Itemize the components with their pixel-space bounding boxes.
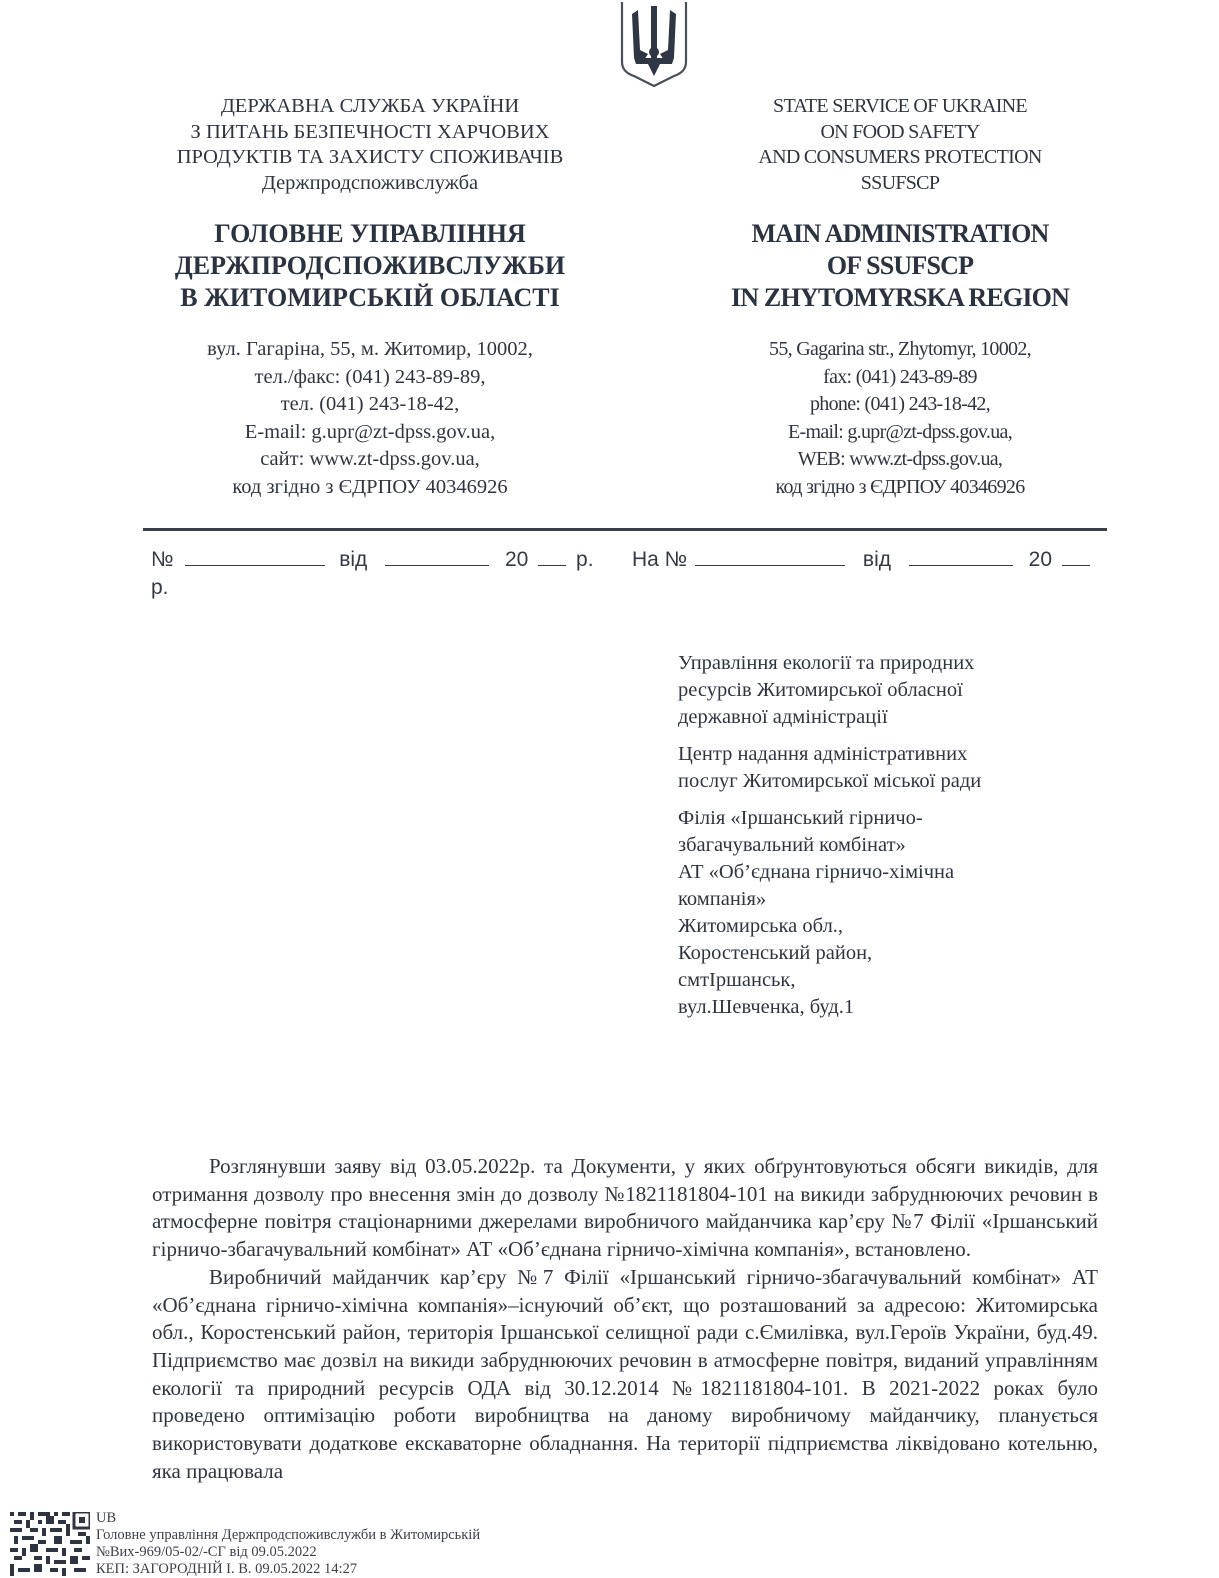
address: вул. Гагаріна, 55, м. Житомир, 10002,: [207, 338, 533, 360]
office-line: ГОЛОВНЕ УПРАВЛІННЯ: [214, 219, 526, 248]
address: 55, Gagarina str., Zhytomyr, 10002,: [769, 338, 1031, 360]
agency-line: AND CONSUMERS PROTECTION: [758, 146, 1042, 168]
date-blank: [385, 547, 489, 566]
recipient-line: компанія»: [678, 888, 767, 910]
recipient-line: збагачувальний комбінат»: [678, 834, 906, 856]
from-label: від: [339, 548, 368, 571]
stamp-line: UB: [96, 1510, 117, 1526]
email: E-mail: g.upr@zt-dpss.gov.ua,: [788, 420, 1012, 443]
phone: phone: (041) 243-18-42,: [810, 393, 990, 415]
agency-short-name: SSUFSCP: [860, 171, 940, 194]
recipient-line: смтІршанськ,: [678, 969, 796, 991]
recipient-line: Коростенський район,: [678, 942, 873, 964]
year-prefix: 20: [504, 548, 529, 571]
recipient-line: ресурсів Житомирської обласної: [678, 679, 963, 701]
recipient-ecology-department: [678, 650, 1098, 731]
number-label: №: [151, 548, 174, 571]
phone: тел. (041) 243-18-42,: [280, 393, 460, 415]
number-blank: [185, 547, 325, 566]
agency-short-name: Держпродспоживслужба: [261, 171, 479, 194]
coat-of-arms-emblem: [618, 0, 690, 88]
stamp-registration-number: №Вих-969/05-02/-СГ від 09.05.2022: [96, 1544, 317, 1560]
e-signature-stamp: [10, 1510, 570, 1576]
outgoing-registration: [151, 546, 621, 602]
recipient-line: вул.Шевченка, буд.1: [678, 996, 855, 1018]
year-suffix: р.: [576, 548, 594, 571]
in-number-label: На №: [632, 548, 688, 571]
stamp-text: [96, 1510, 480, 1578]
office-line: MAIN ADMINISTRATION: [751, 219, 1049, 248]
office-line: IN ZHYTOMYRSKA REGION: [730, 283, 1070, 312]
contacts-ua: [140, 336, 600, 501]
agency-line: ПРОДУКТІВ ТА ЗАХИСТУ СПОЖИВАЧІВ: [176, 146, 564, 168]
agency-line: STATE SERVICE OF UKRAINE: [773, 95, 1027, 117]
recipient-line: АТ «Об’єднана гірничо-хімічна: [678, 861, 955, 883]
fax: тел./факс: (041) 243-89-89,: [254, 365, 486, 388]
recipient-admin-services-center: [678, 741, 1098, 795]
in-from-label: від: [862, 548, 891, 571]
agency-name-en: [700, 94, 1100, 196]
edrpou-code: код згідно з ЄДРПОУ 40346926: [775, 475, 1025, 498]
header-divider: [143, 528, 1107, 531]
agency-name-ua: [140, 94, 600, 196]
year-blank: [538, 547, 566, 566]
office-line: OF SSUFSCP: [826, 251, 974, 280]
website: сайт: www.zt-dpss.gov.ua,: [260, 448, 480, 470]
body-paragraph: Виробничий майданчик кар’єру №7 Філії «Іршанський гірничо-збагачувальний комбінат» АТ «Об’єднана гірничо-хімічна компанія»–існуючий об’єкт, що розташований за адресою: Житомирська обл., Коростенський район, територія Іршанської селищної ради с.Ємилівка, вул.Героїв України, буд.49. Підприємство має дозвіл на викиди забруднюючих речовин в атмосферне повітря, виданий управлінням екології та природний ресурсів ОДА від 30.12.2014 №1821181804-101. В 2021-2022 роках було проведено оптимізацію роботи виробництва на даному виробничому майданчику, планується використовувати додаткове екскаваторне обладнання. На території підприємства ліквідовано котельню, яка працювала: [152, 1264, 1098, 1483]
recipient-line: державної адміністрації: [678, 706, 888, 728]
agency-line: З ПИТАНЬ БЕЗПЕЧНОСТІ ХАРЧОВИХ: [190, 120, 550, 143]
office-name-en: [700, 218, 1100, 314]
qr-code-icon: [10, 1512, 90, 1576]
office-name-ua: [140, 218, 600, 314]
recipient-line: Управління екології та природних: [678, 652, 975, 674]
in-number-blank: [695, 547, 845, 566]
agency-line: ON FOOD SAFETY: [820, 120, 980, 143]
edrpou-code: код згідно з ЄДРПОУ 40346926: [232, 475, 508, 498]
website: WEB: www.zt-dpss.gov.ua,: [797, 448, 1003, 470]
body-paragraph: Розглянувши заяву від 03.05.2022р. та Документи, у яких обґрунтовуються обсяги викидів, для отримання дозволу про внесення змін до дозволу №1821181804-101 на викиди забруднюючих речовин в атмосферне повітря стаціонарними джерелами виробничого майданчика кар’єру №7 Філії «Іршанський гірничо-збагачувальний комбінат» АТ «Об’єднана гірничо-хімічна компанія», встановлено.: [152, 1154, 1098, 1262]
in-date-blank: [909, 547, 1013, 566]
header-english: [700, 94, 1100, 501]
recipient-line: послуг Житомирської міської ради: [678, 770, 982, 792]
in-year-blank: [1062, 547, 1090, 566]
recipient-irshansk-mining-plant: [678, 805, 1098, 1021]
recipient-line: Центр надання адміністративних: [678, 743, 968, 765]
trident-coat-of-arms-icon: [618, 0, 690, 88]
header-ukrainian: [140, 94, 600, 501]
agency-line: ДЕРЖАВНА СЛУЖБА УКРАЇНИ: [220, 95, 520, 117]
stamp-signature-line: КЕП: ЗАГОРОДНІЙ І. В. 09.05.2022 14:27: [96, 1561, 358, 1577]
fax: fax: (041) 243-89-89: [823, 365, 977, 388]
recipient-line: Філія «Іршанський гірничо-: [678, 807, 923, 829]
stamp-line: Головне управління Держпродспоживслужби в Житомирській: [96, 1527, 481, 1543]
in-year-prefix: 20: [1028, 548, 1053, 571]
recipients-block: [678, 650, 1098, 1031]
office-line: В ЖИТОМИРСЬКІЙ ОБЛАСТІ: [180, 283, 560, 312]
email: E-mail: g.upr@zt-dpss.gov.ua,: [244, 420, 496, 443]
year-suffix-wrapped: р.: [151, 576, 169, 599]
incoming-registration: [632, 546, 1102, 574]
letter-body: [152, 1153, 1098, 1485]
contacts-en: [700, 336, 1100, 501]
recipient-line: Житомирська обл.,: [678, 915, 844, 937]
office-line: ДЕРЖПРОДСПОЖИВСЛУЖБИ: [174, 251, 566, 280]
